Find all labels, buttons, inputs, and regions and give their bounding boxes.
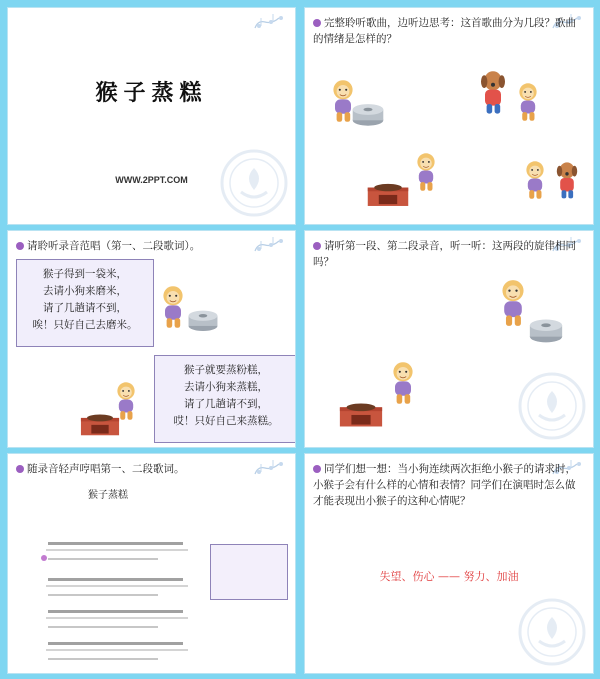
dog-illustration bbox=[473, 66, 513, 118]
site-url: WWW.2PPT.COM bbox=[115, 175, 188, 185]
bullet-dot-icon bbox=[313, 465, 321, 473]
answer-text: 失望、伤心 —— 努力、加油 bbox=[379, 570, 519, 583]
dog-illustration bbox=[550, 156, 584, 204]
score-title: 猴子蒸糕 bbox=[88, 490, 128, 501]
bullet-dot-icon bbox=[16, 465, 24, 473]
millstone-illustration bbox=[350, 100, 386, 128]
slide-3[interactable] bbox=[7, 230, 296, 448]
millstone-illustration bbox=[186, 307, 220, 333]
slide-4-bullet bbox=[313, 238, 583, 270]
watermark-logo-icon bbox=[517, 371, 587, 441]
slide-4[interactable] bbox=[304, 230, 594, 448]
lyric-line: 去请小狗来蒸糕， bbox=[184, 381, 268, 393]
lesson-title: 猴子蒸糕 bbox=[95, 81, 208, 106]
bullet-dot-icon bbox=[16, 242, 24, 250]
lyrics-box-verse-1 bbox=[16, 259, 154, 347]
monkey-illustration bbox=[510, 78, 546, 126]
lyrics-box-verse-2 bbox=[154, 355, 296, 443]
monkey-illustration bbox=[408, 148, 444, 196]
slide-1-title[interactable] bbox=[7, 7, 296, 225]
lyric-line: 唉！只好自己去磨米。 bbox=[32, 319, 138, 331]
slide-6-text: 同学们想一想：当小狗连续两次拒绝小猴子的请求时，小猴子会有什么样的心情和表情？同学们在演唱时怎么做才能表现出小猴子的这种心情呢？ bbox=[313, 463, 576, 507]
sheet-music-score bbox=[28, 484, 208, 664]
music-notes-decoration bbox=[251, 12, 289, 32]
lyric-line: 猴子就要蒸粉糕， bbox=[184, 364, 268, 376]
lyric-line: 哎！只好自己来蒸糕。 bbox=[173, 415, 279, 427]
slide-3-text: 请聆听录音范唱（第一、二段歌词）。 bbox=[27, 240, 201, 252]
bullet-dot-icon bbox=[313, 242, 321, 250]
lyrics-reminder-box bbox=[210, 544, 288, 600]
watermark-logo-icon bbox=[517, 597, 587, 667]
lyric-line: 请了几趟请不到， bbox=[43, 302, 127, 314]
stove-illustration bbox=[337, 399, 385, 429]
millstone-illustration bbox=[527, 315, 565, 345]
slide-5-bullet bbox=[16, 461, 285, 477]
watermark-logo-icon bbox=[219, 148, 289, 218]
stove-illustration bbox=[365, 180, 411, 208]
slide-6[interactable] bbox=[304, 453, 594, 674]
slide-5[interactable] bbox=[7, 453, 296, 674]
slide-2[interactable] bbox=[304, 7, 594, 225]
slide-3-bullet bbox=[16, 238, 285, 254]
slide-4-text: 请听第一段、第二段录音，听一听：这两段的旋律相同吗？ bbox=[313, 240, 576, 268]
stove-illustration bbox=[78, 411, 122, 437]
monkey-illustration bbox=[517, 156, 553, 204]
slide-6-bullet bbox=[313, 461, 583, 509]
slide-2-bullet bbox=[313, 15, 583, 47]
monkey-illustration bbox=[383, 357, 423, 409]
lyric-line: 去请小狗来磨米， bbox=[43, 285, 127, 297]
slide-5-text: 随录音轻声哼唱第一、二段歌词。 bbox=[27, 463, 185, 475]
slide-2-text: 完整聆听歌曲，边听边思考：这首歌曲分为几段？歌曲的情绪是怎样的？ bbox=[313, 17, 576, 45]
bullet-dot-icon bbox=[313, 19, 321, 27]
lyric-line: 请了几趟请不到， bbox=[184, 398, 268, 410]
lyric-line: 猴子得到一袋米， bbox=[43, 268, 127, 280]
